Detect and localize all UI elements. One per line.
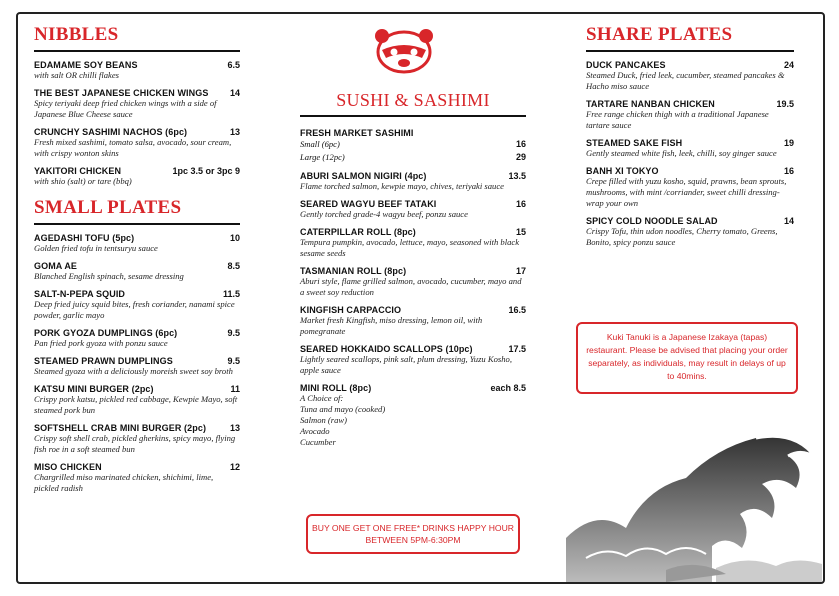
menu-item [34,233,240,254]
nibbles-divider [34,50,240,52]
small-plates-divider [34,223,240,225]
item-price: 15 [515,227,526,237]
menu-item [300,128,526,164]
menu-item [34,423,240,455]
item-price: 14 [229,88,240,98]
item-name: SPICY COLD NOODLE SALAD [586,216,718,226]
right-column [586,24,794,255]
item-price: 16 [515,199,526,209]
item-name: MINI ROLL (8pc) [300,383,372,393]
item-price: 1pc 3.5 or 3pc 9 [172,166,240,176]
menu-item [300,227,526,259]
size-price: 29 [515,152,526,162]
item-description: with shio (salt) or tare (bbq) [34,176,132,186]
menu-item [34,462,240,494]
item-price: 16 [783,166,794,176]
item-description: Tempura pumpkin, avocado, lettuce, mayo, seasoned with black sesame seeds [300,237,520,258]
item-name: CATERPILLAR ROLL (8pc) [300,227,416,237]
item-price: 11 [230,384,240,394]
item-name: EDAMAME SOY BEANS [34,60,138,70]
item-description: Deep fried juicy squid bites, fresh coriander, nanami spice powder, garlic mayo [34,299,235,320]
menu-item [300,266,526,298]
menu-item [34,60,240,81]
share-plates-divider [586,50,794,52]
item-price: 17.5 [508,344,526,354]
menu-item [300,171,526,192]
ordering-notice: Kuki Tanuki is a Japanese Izakaya (tapas) restaurant. Please be advised that placing your order separately, as individuals, may result in delays of up to 40mins. [576,322,798,394]
item-description: A Choice of: [300,393,344,403]
item-name: BANH XI TOKYO [586,166,659,176]
small-plates-title: SMALL PLATES [34,197,182,218]
item-price: 17 [515,266,526,276]
item-description: Salmon (raw) [300,415,348,425]
item-name: STEAMED SAKE FISH [586,138,683,148]
tanuki-logo-icon [372,26,436,74]
menu-item [300,305,526,337]
menu-item [34,356,240,377]
item-name: THE BEST JAPANESE CHICKEN WINGS [34,88,209,98]
nibbles-title: NIBBLES [34,24,119,45]
item-description: Pan fried pork gyoza with ponzu sauce [34,338,168,348]
item-description: Gently steamed white fish, leek, chilli, soy ginger sauce [586,148,777,158]
item-name: KINGFISH CARPACCIO [300,305,402,315]
menu-item [34,261,240,282]
item-description: Fresh mixed sashimi, tomato salsa, avocado, sour cream, with crispy wonton skins [34,137,232,158]
menu-item [34,328,240,349]
item-price: 13 [229,423,240,433]
item-price: 24 [783,60,794,70]
item-description: Steamed Duck, fried leek, cucumber, steamed pancakes & Hacho miso sauce [586,70,785,91]
menu-item [586,138,794,159]
item-price: 11.5 [222,289,240,299]
item-name: SALT-N-PEPA SQUID [34,289,126,299]
item-description: Crispy soft shell crab, pickled gherkins, spicy mayo, flying fish roe in a soft steamed bun [34,433,236,454]
item-description: Spicy teriyaki deep fried chicken wings with a side of Japanese Blue Cheese sauce [34,98,217,119]
item-name: STEAMED PRAWN DUMPLINGS [34,356,173,366]
sushi-divider [300,115,526,117]
left-column [34,24,240,501]
menu-item [586,99,794,131]
great-wave-illustration [566,418,822,582]
item-description: Crepe filled with yuzu kosho, squid, prawns, bean sprouts, mushrooms, with mint /corriander, sweet chilli dressing- wrap your own [586,176,787,208]
menu-item [34,127,240,159]
item-price: 8.5 [227,261,240,271]
item-name: TARTARE NANBAN CHICKEN [586,99,715,109]
item-name: PORK GYOZA DUMPLINGS (6pc) [34,328,178,338]
item-description: Free range chicken thigh with a traditional Japanese tartare sauce [586,109,769,130]
item-description: Aburi style, flame grilled salmon, avocado, cucumber, mayo and a sweet soy reduction [300,276,522,297]
item-description: with salt OR chilli flakes [34,70,119,80]
item-name: KATSU MINI BURGER (2pc) [34,384,154,394]
item-description: Cucumber [300,437,336,447]
item-price: 10 [229,233,240,243]
item-name: FRESH MARKET SASHIMI [300,128,414,138]
middle-column [300,128,526,455]
sushi-title: SUSHI & SASHIMI [336,90,490,110]
item-description: Market fresh Kingfish, miso dressing, lemon oil, with pomegranate [300,315,483,336]
share-plates-title: SHARE PLATES [586,24,733,45]
menu-item [586,60,794,92]
item-name: DUCK PANCAKES [586,60,666,70]
item-name: SEARED HOKKAIDO SCALLOPS (10pc) [300,344,473,354]
menu-item [300,383,526,448]
item-name: TASMANIAN ROLL (8pc) [300,266,407,276]
item-name: CRUNCHY SASHIMI NACHOS (6pc) [34,127,188,137]
menu-item [34,384,240,416]
size-label: Large (12pc) [300,152,345,162]
item-description: Tuna and mayo (cooked) [300,404,386,414]
menu-item [34,88,240,120]
item-name: MISO CHICKEN [34,462,102,472]
item-name: GOMA AE [34,261,78,271]
happy-hour-promo: BUY ONE GET ONE FREE* DRINKS HAPPY HOUR BETWEEN 5PM-6:30PM [306,514,520,554]
item-name: SEARED WAGYU BEEF TATAKI [300,199,437,209]
size-option [300,151,526,164]
item-description: Flame torched salmon, kewpie mayo, chives, teriyaki sauce [300,181,504,191]
item-price: 9.5 [227,328,240,338]
item-price: 12 [229,462,240,472]
item-description: Chargrilled miso marinated chicken, shichimi, lime, pickled radish [34,472,214,493]
item-description: Steamed gyoza with a deliciously moreish sweet soy broth [34,366,233,376]
item-name: SOFTSHELL CRAB MINI BURGER (2pc) [34,423,207,433]
menu-item [34,289,240,321]
item-description: Crispy Tofu, thin udon noodles, Cherry tomato, Greens, Bonito, spicy ponzu sauce [586,226,778,247]
item-description: Blanched English spinach, sesame dressing [34,271,184,281]
item-description: Golden fried tofu in tentsuryu sauce [34,243,158,253]
item-price: 14 [783,216,794,226]
item-description: Lightly seared scallops, pink salt, plum dressing, Yuzu Kosho, apple sauce [300,354,512,375]
item-price: 13 [229,127,240,137]
item-name: YAKITORI CHICKEN [34,166,122,176]
item-price: 16.5 [508,305,526,315]
size-label: Small (6pc) [300,139,340,149]
menu-item [586,216,794,248]
item-name: AGEDASHI TOFU (5pc) [34,233,135,243]
item-price: 9.5 [227,356,240,366]
item-price: each 8.5 [490,383,526,393]
menu-item [300,199,526,220]
item-description: Avocado [300,426,330,436]
item-price: 6.5 [227,60,240,70]
item-description: Crispy pork katsu, pickled red cabbage, Kewpie Mayo, soft steamed pork bun [34,394,238,415]
menu-item [300,344,526,376]
item-name: ABURI SALMON NIGIRI (4pc) [300,171,427,181]
size-price: 16 [515,139,526,149]
menu-item [34,166,240,187]
item-price: 13.5 [508,171,526,181]
size-option [300,138,526,151]
menu-item [586,166,794,209]
item-description: Gently torched grade-4 wagyu beef, ponzu sauce [300,209,468,219]
item-price: 19.5 [776,99,794,109]
item-price: 19 [783,138,794,148]
